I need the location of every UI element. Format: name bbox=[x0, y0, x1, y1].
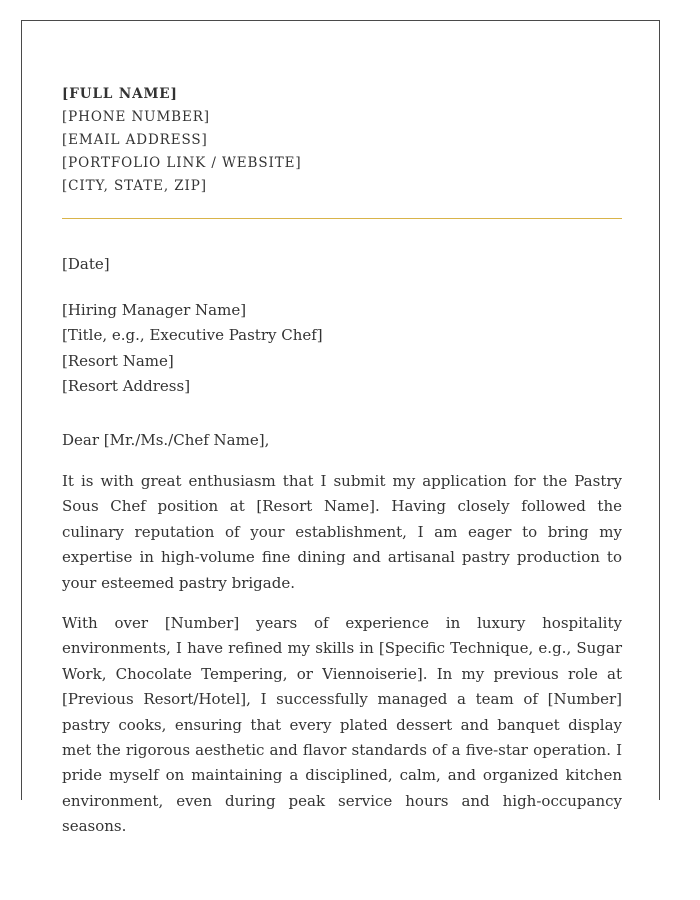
recipient-address-block bbox=[62, 298, 622, 400]
letter-content bbox=[62, 83, 622, 855]
contact-header bbox=[62, 83, 622, 198]
hiring-manager-name: [Hiring Manager Name] bbox=[62, 300, 247, 319]
resort-address: [Resort Address] bbox=[62, 377, 191, 395]
salutation: Dear [Mr./Ms./Chef Name], bbox=[62, 430, 270, 449]
header-divider bbox=[62, 218, 622, 219]
recipient-title: [Title, e.g., Executive Pastry Chef] bbox=[62, 326, 323, 344]
phone-number: [PHONE NUMBER] bbox=[62, 109, 210, 125]
city-state-zip: [CITY, STATE, ZIP] bbox=[62, 178, 207, 194]
body-paragraph-1: It is with great enthusiasm that I submit my application for the Pastry Sous Chef position at [Resort Name]. Having closely followed the culinary reputation of your establishment, I am eager to bring my expertise in high-volume fine dining and artisanal pastry production to your esteemed pastry brigade. bbox=[62, 472, 622, 592]
resort-name: [Resort Name] bbox=[62, 351, 174, 370]
document-page bbox=[21, 20, 660, 836]
email-address: [EMAIL ADDRESS] bbox=[62, 132, 208, 148]
body-paragraph-2: With over [Number] years of experience in luxury hospitality environments, I have refined my skills in [Specific Technique, e.g., Sugar Work, Chocolate Tempering, or Viennoiserie]. In my previous role at [Previous Resort/Hotel], I successfully managed a team of [Number] pastry cooks, ensuring that every plated dessert and banquet display met the rigorous aesthetic and flavor standards of a five-star operation. I pride myself on maintaining a disciplined, calm, and organized kitchen environment, even during peak service hours and high-occupancy seasons. bbox=[62, 614, 622, 836]
letter-date: [Date] bbox=[62, 255, 110, 273]
full-name: [FULL NAME] bbox=[62, 86, 178, 102]
portfolio-link: [PORTFOLIO LINK / WEBSITE] bbox=[62, 155, 302, 171]
